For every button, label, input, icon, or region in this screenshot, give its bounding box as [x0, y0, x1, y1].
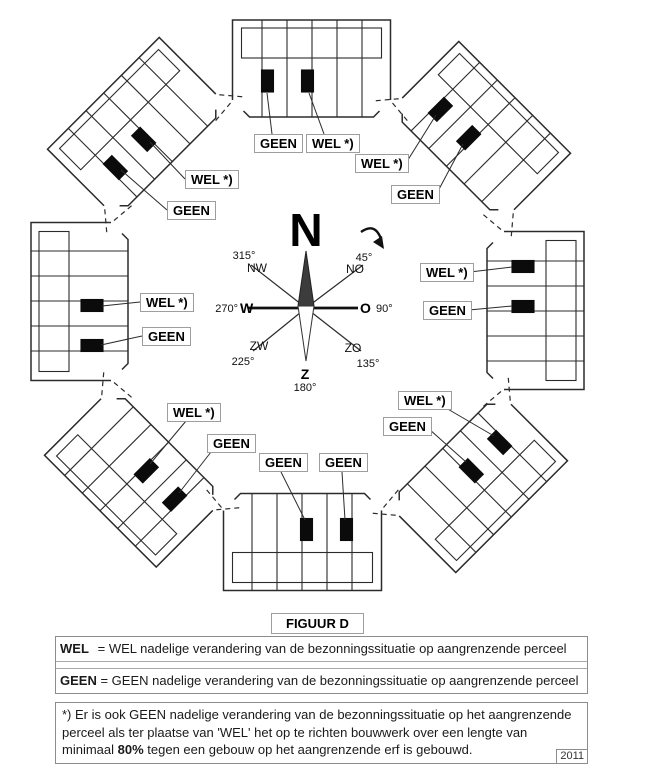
clockwise-arrow-head	[373, 236, 384, 249]
legend-term-wel: WEL	[60, 641, 89, 656]
legend-text-wel: = WEL nadelige verandering van de bezonningssituatie op aangrenzende perceel	[97, 641, 567, 656]
compass-label-z: Z	[300, 366, 310, 382]
label-wel-northwest: WEL *)	[185, 170, 239, 189]
compass-deg-180: 180°	[293, 382, 317, 394]
compass-label-w: W	[240, 300, 254, 316]
label-geen-southwest: GEEN	[207, 434, 256, 453]
label-geen-south-2: GEEN	[319, 453, 368, 472]
footnote-text: *) Er is ook GEEN nadelige verandering van de bezonningssituatie op het aangrenzende perceel als ter plaatse van 'WEL' het op te richten bouwwerk over een lengte van minimaal	[62, 707, 572, 757]
compass-label-o: O	[360, 300, 371, 316]
compass-deg-315: 315°	[232, 250, 256, 262]
label-wel-southeast: WEL *)	[398, 391, 452, 410]
compass-deg-225: 225°	[231, 356, 255, 368]
plot-north	[215, 20, 409, 122]
footnote-text-end: tegen een gebouw op het aangrenzende erf is gebouwd.	[143, 742, 473, 757]
label-geen-north: GEEN	[254, 134, 303, 153]
plot-west	[31, 205, 133, 399]
compass-label-no: NO	[346, 262, 364, 276]
label-wel-west: WEL *)	[140, 293, 194, 312]
legend-separator	[56, 662, 587, 669]
compass-needle-north-half	[298, 251, 314, 306]
compass-deg-135: 135°	[356, 358, 380, 370]
legend-row-geen	[56, 669, 587, 693]
compass-deg-90: 90°	[376, 303, 393, 315]
clockwise-arrow-icon	[361, 228, 381, 239]
legend-term-geen: GEEN	[60, 673, 97, 688]
plot-southwest	[32, 370, 241, 579]
label-geen-northwest: GEEN	[167, 201, 216, 220]
footnote-bold-percentage: 80%	[117, 742, 144, 757]
year-badge: 2011	[556, 749, 588, 764]
plot-northeast	[374, 29, 583, 238]
compass-rose	[215, 204, 392, 394]
legend-row-wel	[56, 637, 587, 662]
label-geen-west: GEEN	[142, 327, 191, 346]
label-wel-north: WEL *)	[306, 134, 360, 153]
compass-label-zo: ZO	[344, 341, 362, 355]
label-geen-northeast: GEEN	[391, 185, 440, 204]
compass-label-n: N	[289, 204, 323, 256]
legend-text-geen: = GEEN nadelige verandering van de bezonningssituatie op aangrenzende perceel	[100, 673, 579, 688]
compass-label-zw: ZW	[249, 339, 269, 353]
compass-deg-45: 45°	[355, 252, 373, 264]
compass-label-nw: NW	[247, 261, 267, 275]
compass-needle-south-half	[298, 306, 314, 361]
label-geen-east: GEEN	[423, 301, 472, 320]
label-wel-east: WEL *)	[420, 263, 474, 282]
legend-box	[55, 636, 588, 694]
label-wel-southwest: WEL *)	[167, 403, 221, 422]
figure-title: FIGUUR D	[271, 613, 364, 634]
label-wel-northeast: WEL *)	[355, 154, 409, 173]
plot-east	[482, 214, 584, 408]
label-geen-southeast: GEEN	[383, 417, 432, 436]
label-geen-south-1: GEEN	[259, 453, 308, 472]
compass-deg-270: 270°	[215, 303, 238, 315]
plot-south	[206, 489, 400, 591]
footnote-box	[55, 702, 588, 764]
